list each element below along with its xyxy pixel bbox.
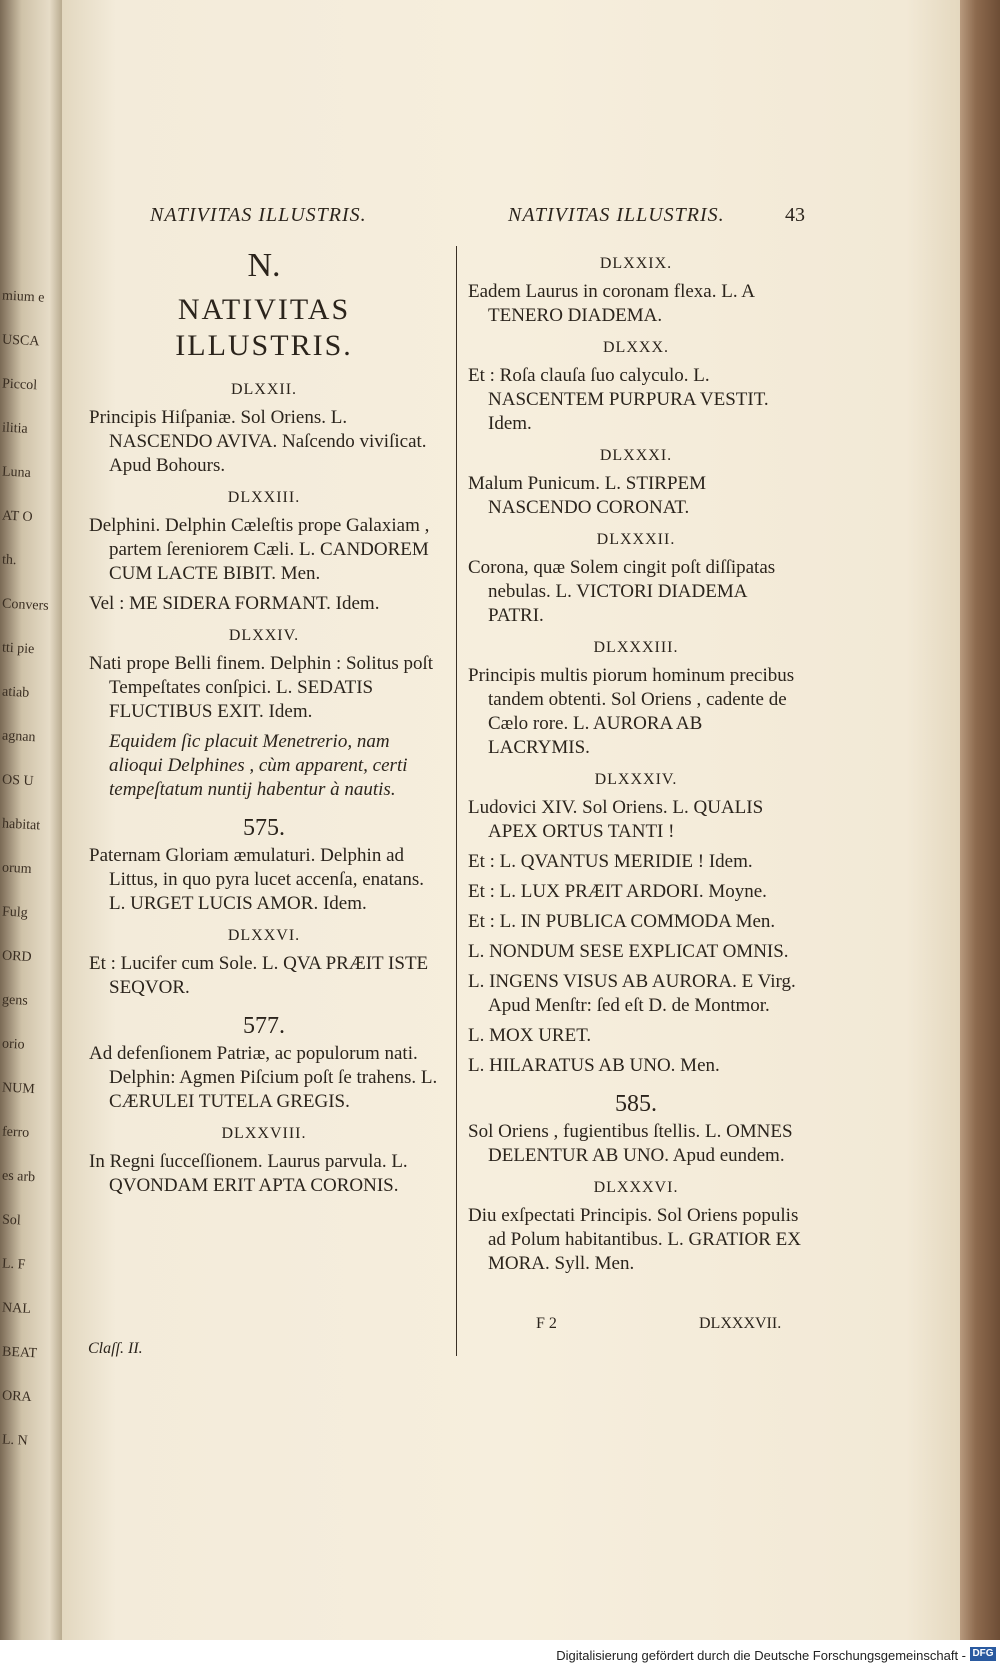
facing-page-fragment: USCA [1, 332, 40, 350]
entry-number: DLXXIX. [599, 255, 673, 272]
facing-page-fragment: tti pie [1, 640, 35, 658]
entry-number: DLXXXIV. [594, 771, 678, 788]
entry-text: Eadem Laurus in coronam flexa. L. A TENERO DIADEMA. [468, 281, 754, 326]
entry-text: L. NONDUM SESE EXPLICAT OMNIS. [468, 941, 789, 962]
facing-page-fragment: ilitia [1, 420, 29, 437]
left-entries [89, 378, 439, 1198]
book-fore-edge [960, 0, 1000, 1640]
facing-page-fragment: OS U [1, 772, 34, 790]
facing-page-fragment: es arb [1, 1168, 36, 1186]
facing-page-fragment: Piccol [1, 376, 38, 394]
entry-text: Sol Oriens , fugientibus ſtellis. L. OMNES DELENTUR AB UNO. Apud eundem. [468, 1121, 793, 1166]
facing-page-fragment: mium e [1, 288, 45, 306]
entry-text: Et : Roſa clauſa ſuo calyculo. L. NASCENTEM PURPURA VESTIT. Idem. [468, 365, 769, 434]
entry-text: Delphini. Delphin Cæleſtis prope Galaxiam , partem ſereniorem Cæli. L. CANDOREM CUM LACTE BIBIT. Men. [89, 515, 430, 584]
facing-page-fragment: ORD [1, 948, 32, 966]
entry-number: 577. [243, 1013, 285, 1039]
entry-number: DLXXIII. [227, 489, 301, 506]
entry-number: DLXXII. [230, 381, 298, 398]
facing-page-edge [0, 0, 62, 1640]
funding-credit: Digitalisierung gefördert durch die Deutsche Forschungsgemeinschaft - [556, 1648, 966, 1663]
running-head-right: NATIVITAS ILLUSTRIS. [508, 204, 725, 226]
entry-text: Principis multis piorum hominum precibus tandem obtenti. Sol Oriens , cadente de Cælo rore. L. AURORA AB LACRYMIS. [468, 665, 795, 758]
entry-number: DLXXXI. [599, 447, 673, 464]
entry-number: DLXXX. [603, 339, 669, 356]
entry-text: L. INGENS VISUS AB AURORA. E Virg. Apud Menſtr: ſed eſt D. de Montmor. [468, 971, 796, 1016]
facing-page-fragment: Fulg [1, 904, 29, 921]
facing-page-fragment: orum [1, 860, 32, 878]
signature-mark: F 2 [536, 1315, 557, 1332]
entry-text: In Regni ſucceſſionem. Laurus parvula. L. QVONDAM ERIT APTA CORONIS. [89, 1151, 408, 1196]
facing-page-fragment: AT O [1, 508, 33, 526]
digitization-footer [0, 1640, 1000, 1670]
entry-text: Corona, quæ Solem cingit poſt diſſipatas nebulas. L. VICTORI DIADEMA PATRI. [468, 557, 776, 626]
entry-number: 585. [615, 1091, 657, 1117]
facing-page-fragment: orio [1, 1036, 25, 1053]
section-letter: N. [247, 247, 281, 284]
entry-text: Paternam Gloriam æmulaturi. Delphin ad Littus, in quo pyra lucet accenſa, enatans. L. URGET LUCIS AMOR. Idem. [89, 845, 424, 914]
facing-page-fragment: BEAT [1, 1344, 38, 1362]
column-divider [456, 246, 457, 1356]
catchword: DLXXXVII. [699, 1315, 782, 1332]
facing-page-fragment: agnan [1, 728, 36, 746]
entry-text: L. HILARATUS AB UNO. Men. [468, 1055, 720, 1076]
entry-number: DLXXXII. [596, 531, 676, 548]
entry-text: Vel : ME SIDERA FORMANT. Idem. [89, 593, 380, 614]
entry-text: Ad defenſionem Patriæ, ac populorum nati. Delphin: Agmen Piſcium poſt ſe trahens. L. CÆRULEI TUTELA GREGIS. [89, 1043, 438, 1112]
entry-text: Et : L. IN PUBLICA COMMODA Men. [468, 911, 776, 932]
dfg-logo: DFG [970, 1647, 996, 1661]
entry-text: Diu exſpectati Principis. Sol Oriens populis ad Polum habitantibus. L. GRATIOR EX MORA. Syll. Men. [468, 1205, 801, 1274]
facing-page-fragment: Sol [1, 1212, 22, 1229]
entry-number: DLXXVIII. [221, 1125, 307, 1142]
facing-page-fragment: th. [1, 552, 17, 569]
entry-number: DLXXXIII. [593, 639, 679, 656]
facing-page-fragment: ORA [1, 1388, 32, 1406]
facing-page-fragment: NAL [1, 1300, 32, 1317]
page-number: 43 [785, 204, 805, 226]
entry-text: Malum Punicum. L. STIRPEM NASCENDO CORONAT. [468, 473, 707, 518]
facing-page-fragment: atiab [1, 684, 30, 701]
entry-text: Nati prope Belli finem. Delphin : Solitus poſt Tempeſtates conſpici. L. SEDATIS FLUCTIBUS EXIT. Idem. [89, 653, 434, 722]
left-column [89, 246, 439, 1204]
entry-number: DLXXXVI. [593, 1179, 679, 1196]
section-title: NATIVITAS ILLUSTRIS. [175, 293, 353, 362]
facing-page-fragment: gens [1, 992, 29, 1009]
entry-text: Ludovici XIV. Sol Oriens. L. QUALIS APEX ORTUS TANTI ! [468, 797, 764, 842]
entry-number: DLXXVI. [227, 927, 301, 944]
entry-note: Equidem ſic placuit Menetrerio, nam alioqui Delphines , cùm apparent, certi tempeſtatum nuntij habentur à nautis. [109, 731, 408, 800]
signature-left: Claſſ. II. [88, 1340, 143, 1357]
facing-page-fragment: Convers [1, 596, 50, 614]
running-head-left: NATIVITAS ILLUSTRIS. [150, 204, 367, 226]
entry-text: Et : L. LUX PRÆIT ARDORI. Moyne. [468, 881, 767, 902]
facing-page-fragment: L. N [1, 1432, 29, 1449]
right-entries [468, 252, 804, 1276]
facing-page-fragment: Luna [1, 464, 32, 481]
entry-number: DLXXIV. [228, 627, 300, 644]
entry-number: 575. [243, 815, 285, 841]
facing-page-fragment: NUM [1, 1080, 36, 1098]
facing-page-fragment: habitat [1, 816, 41, 834]
entry-text: L. MOX URET. [468, 1025, 592, 1046]
entry-text: Et : Lucifer cum Sole. L. QVA PRÆIT ISTE SEQVOR. [89, 953, 429, 998]
right-column [468, 244, 804, 1282]
entry-text: Principis Hiſpaniæ. Sol Oriens. L. NASCENDO AVIVA. Naſcendo viviſicat. Apud Bohours. [89, 407, 427, 476]
entry-text: Et : L. QVANTUS MERIDIE ! Idem. [468, 851, 753, 872]
facing-page-fragment: L. F [1, 1256, 26, 1273]
facing-page-fragment: ferro [1, 1124, 30, 1141]
